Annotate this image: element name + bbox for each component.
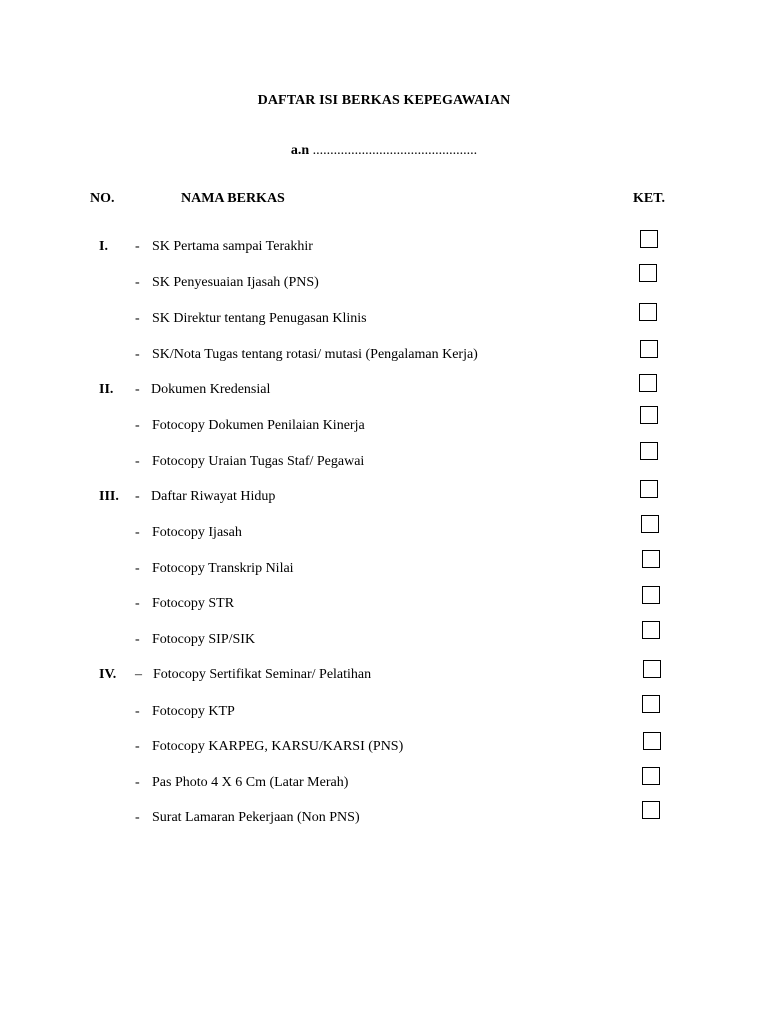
checkbox[interactable]	[643, 660, 661, 678]
list-item	[0, 561, 768, 581]
document-title: DAFTAR ISI BERKAS KEPEGAWAIAN	[257, 93, 511, 108]
an-dots: ...............................................	[312, 143, 478, 158]
section-number: II.	[99, 382, 114, 397]
list-item	[0, 632, 768, 652]
an-line	[0, 143, 768, 159]
checkbox[interactable]	[640, 230, 658, 248]
list-item	[0, 667, 768, 687]
list-dash: -	[135, 596, 140, 611]
list-item	[0, 810, 768, 830]
checkbox[interactable]	[642, 550, 660, 568]
list-dash: -	[135, 418, 140, 433]
checkbox[interactable]	[642, 621, 660, 639]
list-item	[0, 489, 768, 509]
item-label: Fotocopy KARPEG, KARSU/KARSI (PNS)	[152, 739, 404, 754]
list-dash: -	[135, 739, 140, 754]
list-item	[0, 418, 768, 438]
checkbox[interactable]	[643, 732, 661, 750]
item-label: Fotocopy Uraian Tugas Staf/ Pegawai	[152, 454, 365, 469]
item-label: SK Direktur tentang Penugasan Klinis	[152, 311, 367, 326]
header-no: NO.	[90, 191, 115, 206]
item-label: Fotocopy Sertifikat Seminar/ Pelatihan	[153, 667, 372, 682]
list-item	[0, 275, 768, 295]
checkbox[interactable]	[642, 767, 660, 785]
list-dash: -	[135, 311, 140, 326]
checkbox[interactable]	[641, 515, 659, 533]
checkbox[interactable]	[639, 374, 657, 392]
item-label: SK Penyesuaian Ijasah (PNS)	[152, 275, 319, 290]
list-item	[0, 704, 768, 724]
item-label: SK Pertama sampai Terakhir	[152, 239, 313, 254]
checkbox[interactable]	[642, 586, 660, 604]
list-item	[0, 596, 768, 616]
item-label: Fotocopy KTP	[152, 704, 235, 719]
item-label: Fotocopy SIP/SIK	[152, 632, 256, 647]
list-item	[0, 739, 768, 759]
item-label: Pas Photo 4 X 6 Cm (Latar Merah)	[152, 775, 349, 790]
section-number: III.	[99, 489, 119, 504]
item-label: Fotocopy Dokumen Penilaian Kinerja	[152, 418, 365, 433]
list-item	[0, 454, 768, 474]
checkbox[interactable]	[642, 801, 660, 819]
item-label: Surat Lamaran Pekerjaan (Non PNS)	[152, 810, 360, 825]
item-label: SK/Nota Tugas tentang rotasi/ mutasi (Pengalaman Kerja)	[152, 347, 478, 362]
list-item	[0, 347, 768, 367]
checkbox[interactable]	[639, 303, 657, 321]
list-dash: -	[135, 454, 140, 469]
checkbox[interactable]	[639, 264, 657, 282]
list-dash: -	[135, 239, 140, 254]
checkbox[interactable]	[640, 406, 658, 424]
list-item	[0, 311, 768, 331]
checkbox[interactable]	[640, 340, 658, 358]
list-dash: -	[135, 347, 140, 362]
checkbox[interactable]	[640, 442, 658, 460]
list-item	[0, 525, 768, 545]
list-dash: -	[135, 810, 140, 825]
list-dash: -	[135, 775, 140, 790]
section-number: I.	[99, 239, 108, 254]
header-nama-berkas: NAMA BERKAS	[181, 191, 285, 206]
header-ket: KET.	[633, 191, 666, 206]
list-dash: -	[135, 561, 140, 576]
checkbox[interactable]	[642, 695, 660, 713]
list-dash: -	[135, 525, 140, 540]
item-label: Daftar Riwayat Hidup	[151, 489, 276, 504]
item-label: Fotocopy STR	[152, 596, 235, 611]
list-dash: -	[135, 704, 140, 719]
an-label: a.n	[290, 143, 310, 158]
item-label: Fotocopy Transkrip Nilai	[152, 561, 294, 576]
list-item	[0, 239, 768, 259]
item-label: Dokumen Kredensial	[151, 382, 271, 397]
list-dash: –	[135, 667, 142, 682]
list-dash: -	[135, 275, 140, 290]
list-item	[0, 382, 768, 402]
section-number: IV.	[99, 667, 117, 682]
checkbox[interactable]	[640, 480, 658, 498]
list-item	[0, 775, 768, 795]
list-dash: -	[135, 382, 140, 397]
list-dash: -	[135, 489, 140, 504]
item-label: Fotocopy Ijasah	[152, 525, 242, 540]
list-dash: -	[135, 632, 140, 647]
